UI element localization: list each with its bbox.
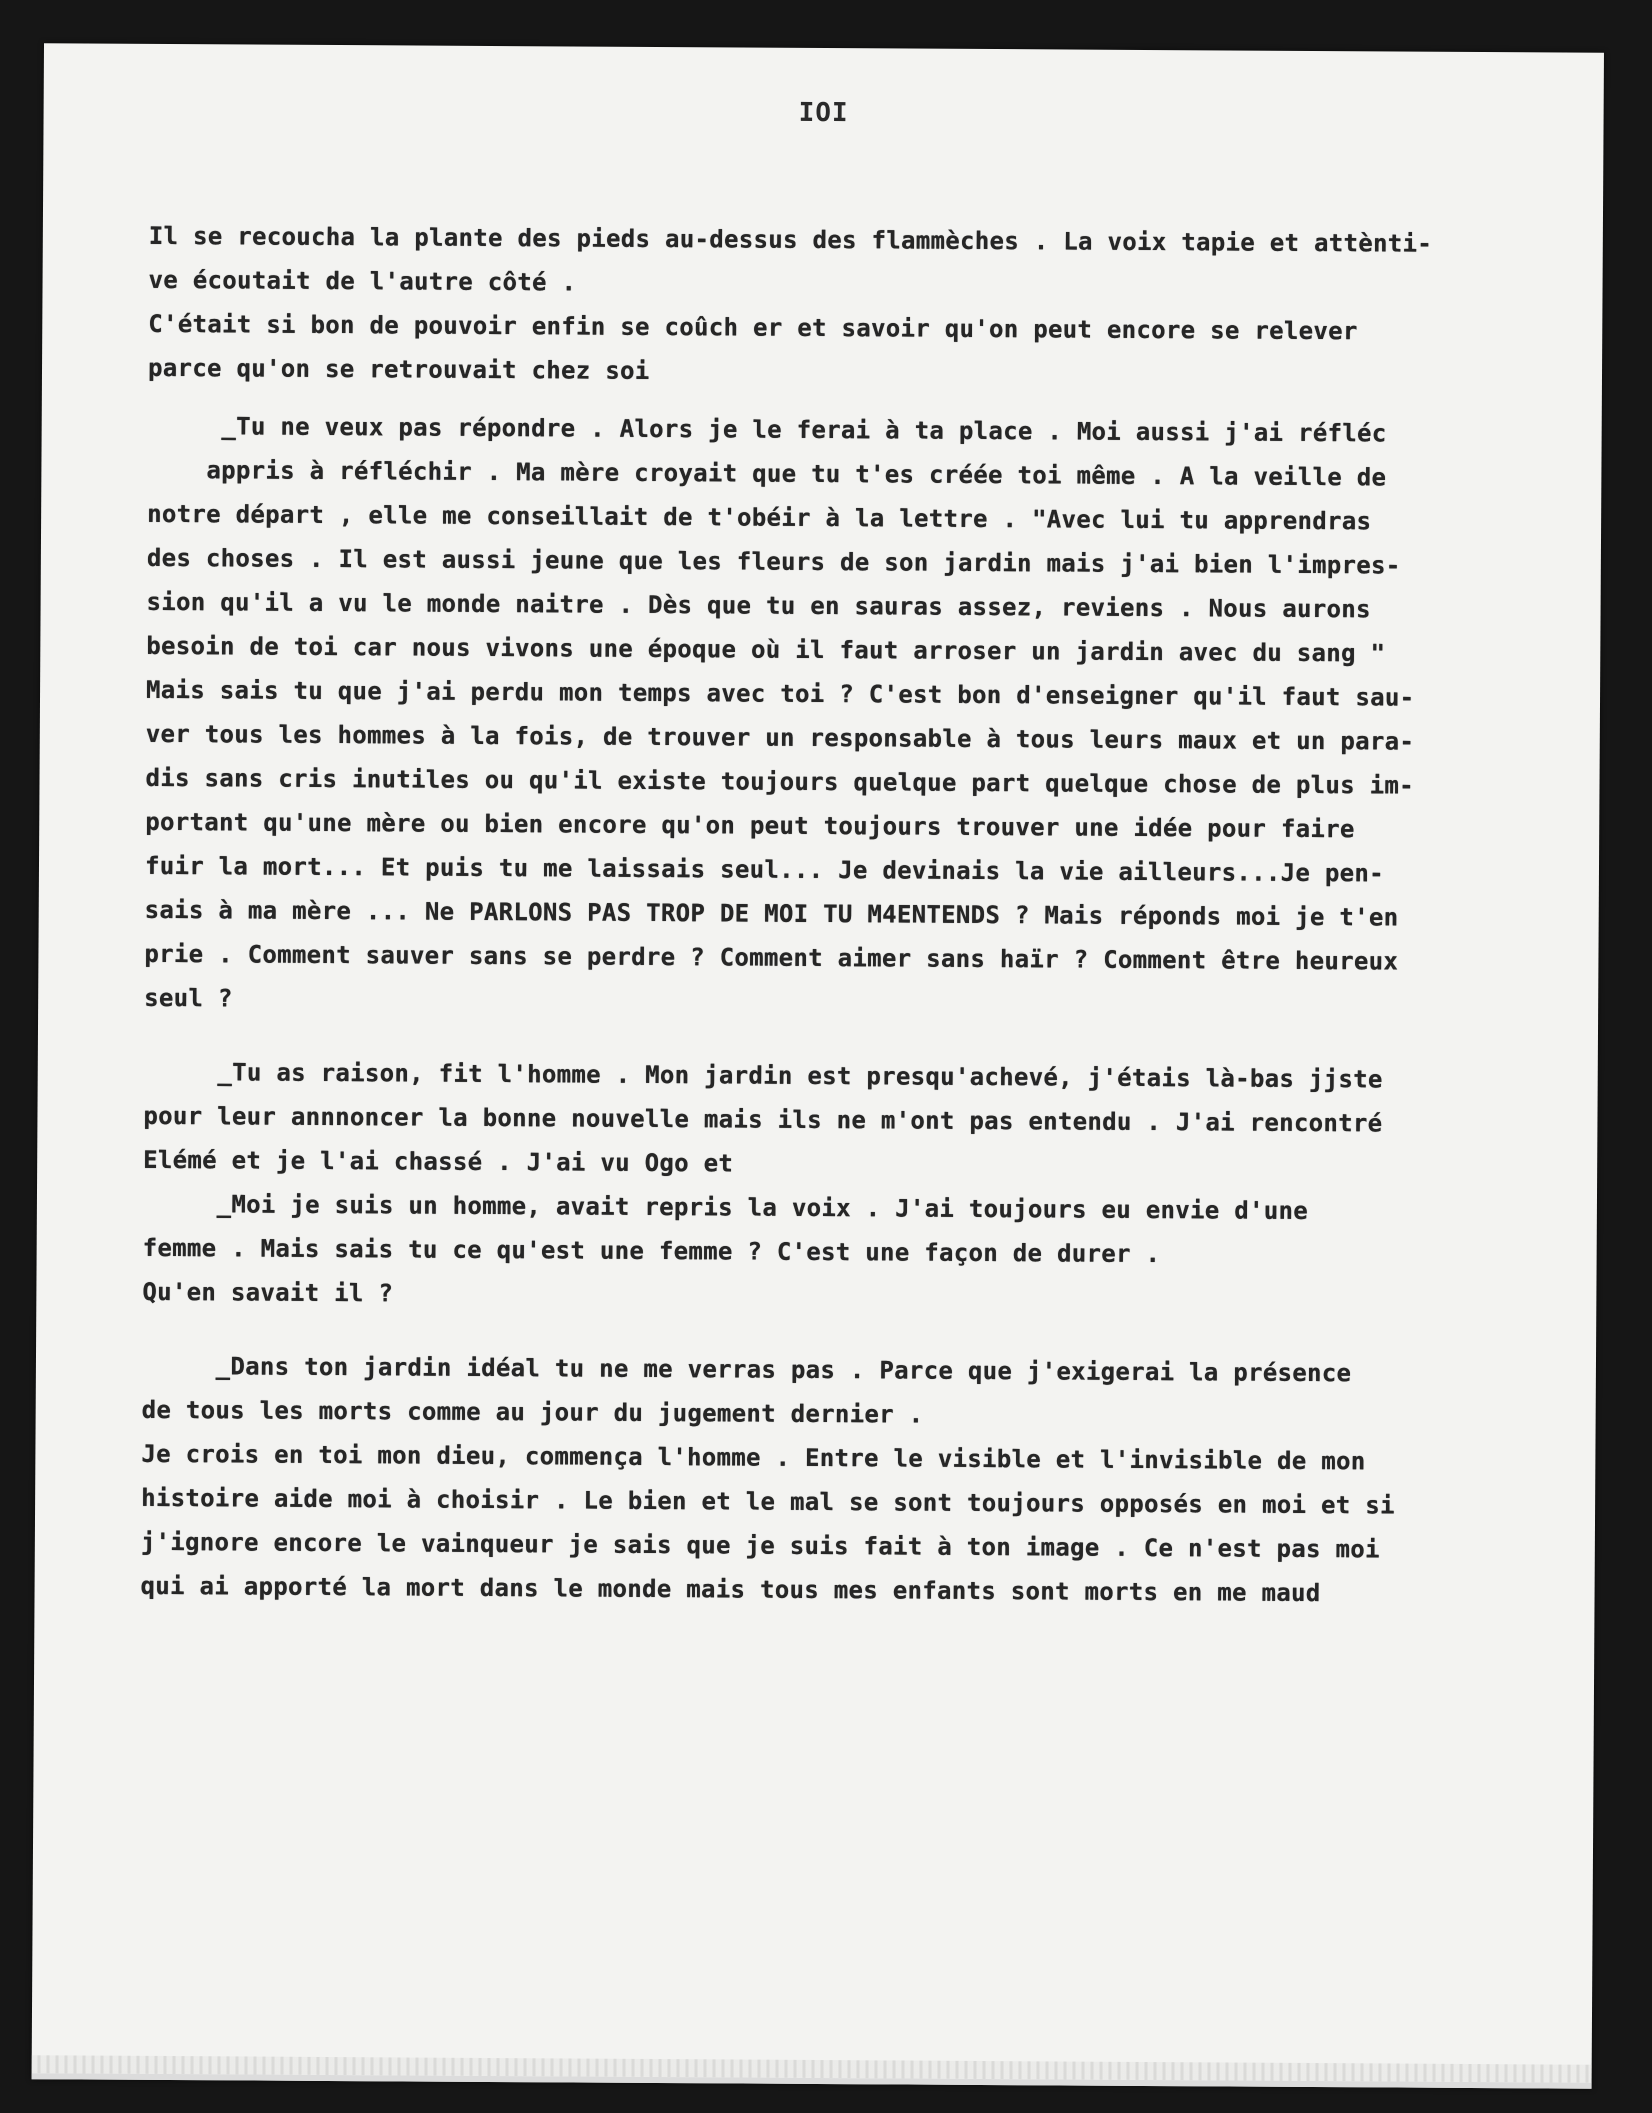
- text-line: _Tu as raison, fit l'homme . Mon jardin est presqu'achevé, j'étais là-bas jjste: [143, 1057, 1383, 1094]
- text-line: _Dans ton jardin idéal tu ne me verras pas . Parce que j'exigerai la présence: [141, 1351, 1352, 1388]
- text-line: femme . Mais sais tu ce qu'est une femme ? C'est une façon de durer .: [142, 1233, 1161, 1269]
- text-line: C'était si bon de pouvoir enfin se coûch er et savoir qu'on peut encore se relever: [148, 309, 1358, 346]
- text-line: Mais sais tu que j'ai perdu mon temps avec toi ? C'est bon d'enseigner qu'il faut sau-: [145, 675, 1415, 712]
- text-line: ver tous les hommes à la fois, de trouver un responsable à tous leurs maux et un para-: [145, 719, 1415, 756]
- text-line: seul ?: [144, 983, 233, 1013]
- text-line: Qu'en savait il ?: [142, 1277, 394, 1308]
- text-line: histoire aide moi à choisir . Le bien et le mal se sont toujours opposés en moi et si: [141, 1483, 1395, 1520]
- text-line: des choses . Il est aussi jeune que les fleurs de son jardin mais j'ai bien l'impres-: [146, 543, 1401, 580]
- text-line: appris à réfléchir . Ma mère croyait que tu t'es créée toi même . A la veille de: [147, 455, 1387, 492]
- torn-bottom-edge: [32, 2055, 1592, 2083]
- text-line: Je crois en toi mon dieu, commença l'homme . Entre le visible et l'invisible de mon: [141, 1439, 1366, 1476]
- text-line: Elémé et je l'ai chassé . J'ai vu Ogo et: [143, 1145, 734, 1178]
- text-line: sais à ma mère ... Ne PARLONS PAS TROP DE MOI TU M4ENTENDS ? Mais réponds moi je t'en: [144, 895, 1399, 932]
- text-line: prie . Comment sauver sans se perdre ? Comment aimer sans haïr ? Comment être heureux: [144, 939, 1399, 976]
- text-line: pour leur annnoncer la bonne nouvelle mais ils ne m'ont pas entendu . J'ai rencontré: [143, 1101, 1383, 1138]
- typescript-body: [140, 214, 1588, 1617]
- text-line: qui ai apporté la mort dans le monde mais tous mes enfants sont morts en me maud: [140, 1571, 1321, 1608]
- text-line: dis sans cris inutiles ou qu'il existe toujours quelque part quelque chose de plus im-: [145, 763, 1415, 800]
- text-line: de tous les morts comme au jour du jugement dernier .: [141, 1395, 924, 1429]
- text-line: _Moi je suis un homme, avait repris la voix . J'ai toujours eu envie d'une: [142, 1189, 1309, 1225]
- text-line: portant qu'une mère ou bien encore qu'on peut toujours trouver une idée pour faire: [145, 807, 1355, 844]
- text-line: _Tu ne veux pas répondre . Alors je le ferai à ta place . Moi aussi j'ai réfléc: [147, 411, 1387, 448]
- typewritten-page: [32, 43, 1604, 2088]
- text-line: sion qu'il a vu le monde naitre . Dès que tu en sauras assez, reviens . Nous aurons: [146, 587, 1371, 624]
- page-number: IOI: [798, 97, 849, 129]
- text-line: besoin de toi car nous vivons une époque où il faut arroser un jardin avec du sang ": [146, 631, 1386, 668]
- text-line: notre départ , elle me conseillait de t'obéir à la lettre . "Avec lui tu apprendras: [147, 499, 1372, 536]
- text-line: j'ignore encore le vainqueur je sais que je suis fait à ton image . Ce n'est pas moi: [140, 1527, 1380, 1564]
- text-line: Il se recoucha la plante des pieds au-dessus des flammèches . La voix tapie et attènti-: [148, 221, 1433, 258]
- text-line: parce qu'on se retrouvait chez soi: [147, 353, 650, 385]
- text-line: fuir la mort... Et puis tu me laissais seul... Je devinais la vie ailleurs...Je pen-: [144, 851, 1384, 888]
- text-line: ve écoutait de l'autre côté .: [148, 265, 577, 297]
